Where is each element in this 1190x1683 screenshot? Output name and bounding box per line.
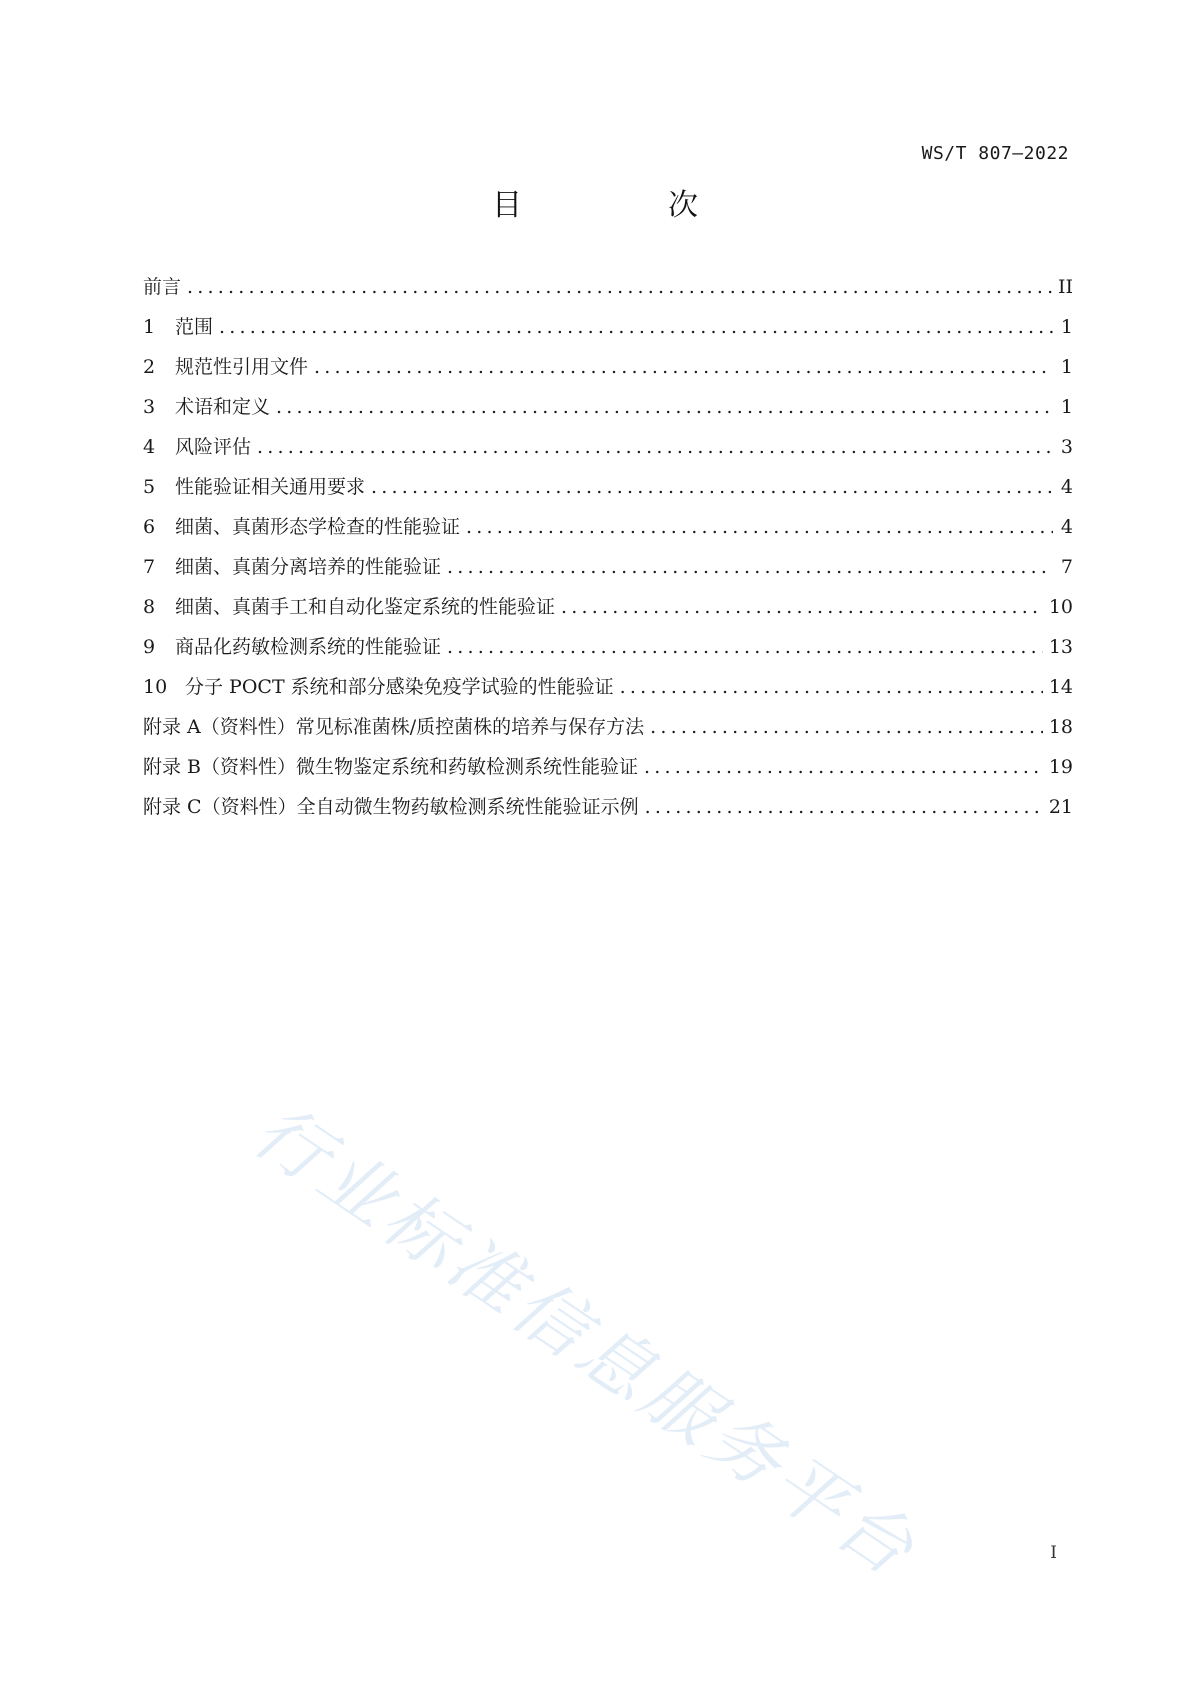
toc-entry-8[interactable] xyxy=(143,587,1073,627)
toc-entry-page: 14 xyxy=(1048,676,1073,698)
toc-entry-text: 范围 xyxy=(175,316,214,338)
toc-leader-dots xyxy=(644,747,1043,787)
toc-leader-dots xyxy=(187,267,1052,307)
toc-entry-1[interactable] xyxy=(143,307,1073,347)
toc-entry-page: 1 xyxy=(1060,396,1073,418)
toc-leader-dots xyxy=(371,467,1053,507)
toc-entry-4[interactable] xyxy=(143,427,1073,467)
toc-entry-7[interactable] xyxy=(143,547,1073,587)
toc-appendix-b[interactable] xyxy=(143,747,1073,787)
toc-entry-number: 6 xyxy=(143,516,156,538)
toc-entry-page: 3 xyxy=(1060,436,1073,458)
toc-leader-dots xyxy=(650,707,1043,747)
toc-leader-dots xyxy=(447,547,1053,587)
toc-entry-number: 1 xyxy=(143,316,156,338)
toc-entry-text: 细菌、真菌手工和自动化鉴定系统的性能验证 xyxy=(175,596,556,618)
toc-leader-dots xyxy=(645,787,1043,827)
toc-entry-page: 21 xyxy=(1048,796,1073,818)
toc-entry-6[interactable] xyxy=(143,507,1073,547)
toc-entry-page: 1 xyxy=(1060,316,1073,338)
toc-entry-3[interactable] xyxy=(143,387,1073,427)
toc-leader-dots xyxy=(561,587,1043,627)
toc-appendix-label: 附录 C（资料性） xyxy=(143,796,297,818)
toc-entry-page: 1 xyxy=(1060,356,1073,378)
toc-entry-text: 微生物鉴定系统和药敏检测系统性能验证 xyxy=(296,756,639,778)
toc-leader-dots xyxy=(466,507,1053,547)
toc-entry-foreword[interactable] xyxy=(143,267,1073,307)
toc-entry-text: 风险评估 xyxy=(175,436,252,458)
toc-leader-dots xyxy=(276,387,1053,427)
toc-appendix-a[interactable] xyxy=(143,707,1073,747)
toc-entry-page: II xyxy=(1057,276,1073,298)
toc-entry-number: 10 xyxy=(143,676,168,698)
toc-entry-text: 常见标准菌株/质控菌株的培养与保存方法 xyxy=(295,716,645,738)
toc-entry-number: 4 xyxy=(143,436,156,458)
toc-leader-dots xyxy=(257,427,1053,467)
toc-entry-text: 细菌、真菌形态学检查的性能验证 xyxy=(175,516,461,538)
toc-entry-5[interactable] xyxy=(143,467,1073,507)
toc-entry-page: 10 xyxy=(1048,596,1073,618)
page-title: 目 次 xyxy=(492,188,756,223)
toc-entry-page: 19 xyxy=(1048,756,1073,778)
toc-appendix-label: 附录 B（资料性） xyxy=(143,756,297,778)
standard-code: WS/T 807—2022 xyxy=(921,143,1069,164)
toc-appendix-label: 附录 A（资料性） xyxy=(143,716,296,738)
toc-entry-page: 7 xyxy=(1060,556,1073,578)
toc-entry-number: 3 xyxy=(143,396,156,418)
toc-entry-text: 分子 POCT 系统和部分感染免疫学试验的性能验证 xyxy=(185,676,614,698)
toc-entry-page: 4 xyxy=(1060,476,1073,498)
toc-entry-page: 4 xyxy=(1060,516,1073,538)
toc-entry-page: 13 xyxy=(1048,636,1073,658)
toc-entry-number: 9 xyxy=(143,636,156,658)
toc-entry-text: 全自动微生物药敏检测系统性能验证示例 xyxy=(296,796,639,818)
toc-entry-text: 术语和定义 xyxy=(175,396,271,418)
toc-entry-9[interactable] xyxy=(143,627,1073,667)
toc-appendix-c[interactable] xyxy=(143,787,1073,827)
toc-leader-dots xyxy=(314,347,1053,387)
toc-entry-page: 18 xyxy=(1048,716,1073,738)
toc-entry-text: 性能验证相关通用要求 xyxy=(175,476,366,498)
toc-leader-dots xyxy=(447,627,1043,667)
toc-entry-number: 2 xyxy=(143,356,156,378)
toc-entry-text: 细菌、真菌分离培养的性能验证 xyxy=(175,556,442,578)
toc-entry-text: 前言 xyxy=(143,276,182,298)
toc-entry-number: 7 xyxy=(143,556,156,578)
toc-entry-10[interactable] xyxy=(143,667,1073,707)
toc-entry-2[interactable] xyxy=(143,347,1073,387)
toc-entry-number: 5 xyxy=(143,476,156,498)
page-number: I xyxy=(1050,1543,1057,1563)
watermark: 行业标准信息服务平台 xyxy=(239,1088,933,1595)
toc-leader-dots xyxy=(620,667,1043,707)
toc-entry-text: 商品化药敏检测系统的性能验证 xyxy=(175,636,442,658)
toc-entry-text: 规范性引用文件 xyxy=(175,356,309,378)
table-of-contents xyxy=(143,267,1073,827)
toc-leader-dots xyxy=(219,307,1053,347)
toc-entry-number: 8 xyxy=(143,596,156,618)
